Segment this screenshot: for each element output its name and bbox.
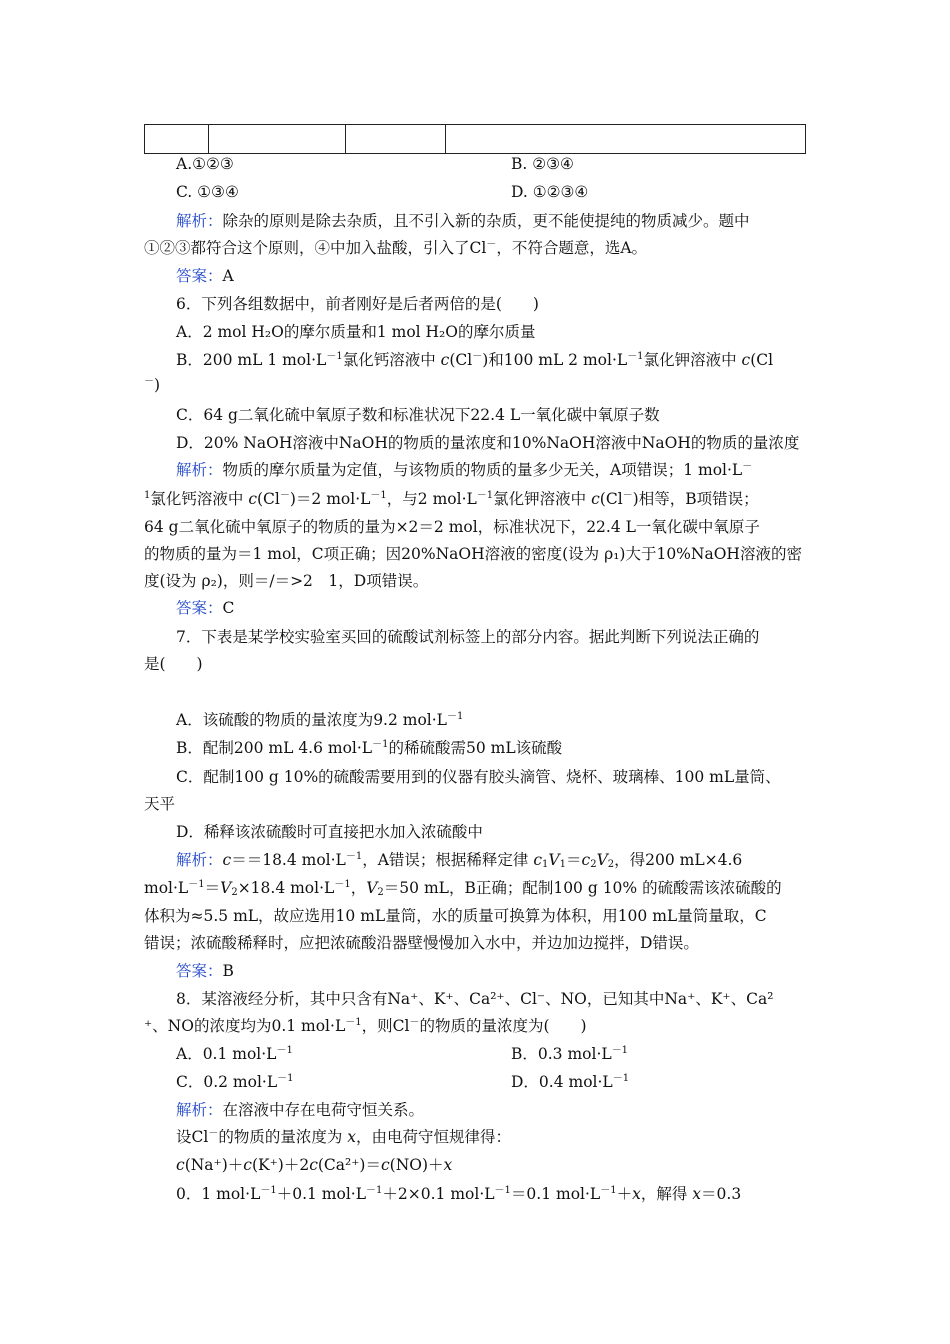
q7-stem-cont: 是( ) bbox=[144, 655, 203, 673]
q8-calculation: 0．1 $mol\cdot L^{-1}+0.1$ $mol\cdot L^{-1}+2\times 0.1$ $mol\cdot L^{-1}=0.1$ $mol\cdot L^{-1}+x$，解得 x＝0.3 bbox=[176, 1185, 742, 1203]
q5-answer-line bbox=[176, 266, 234, 286]
q7-analysis-line: 体积为≈5.5 mL，故应选用10 mL量筒，水的质量可换算为体积，用100 mL量筒量取，C bbox=[144, 907, 767, 925]
q7-analysis-line: 错误；浓硫酸稀释时，应把浓硫酸沿器壁慢慢加入水中，并边加边搅拌，D错误。 bbox=[144, 934, 699, 952]
q6-analysis-line: 的物质的量为＝1 mol，C项正确；因20%NaOH溶液的密度(设为 ρ₁)大于10%NaOH溶液的密 bbox=[144, 545, 802, 563]
q7-analysis-line: $mol\cdot L^{-1}=V_2\times 18.4$ $mol\cdot L^{-1}$，$V_2=50$ mL，B正确；配制100 g 10% 的硫酸需该浓硫酸的 bbox=[144, 879, 782, 898]
q7-option-d: D．稀释该浓硫酸时可直接把水加入浓硫酸中 bbox=[176, 823, 483, 841]
q5-analysis-line: 解析：除杂的原则是除去杂质，且不引入新的杂质，更不能使提纯的物质减少。题中 bbox=[176, 212, 750, 230]
answer-value: A bbox=[222, 267, 234, 285]
answer-label: 答案： bbox=[176, 267, 223, 285]
q8-option-c: C．0.2 $mol\cdot L^{-1}$ bbox=[176, 1073, 294, 1091]
q6-analysis-line: 64 g二氧化硫中氧原子的物质的量为×2＝2 mol，标准状况下，22.4 L一氧化碳中氧原子 bbox=[144, 518, 760, 536]
q6-analysis-line: $^1$氯化钙溶液中 c(Cl－)＝2 $mol\cdot L^{-1}$，与2 $mol\cdot L^{-1}$氯化钾溶液中 c(Cl－)相等，B项错误； bbox=[144, 490, 759, 508]
q8-stem-cont: ⁺、NO的浓度均为0.1 $mol\cdot L^{-1}$，则Cl－的物质的量浓度为( ) bbox=[144, 1017, 587, 1035]
q5-option-c: C. ①③④ bbox=[176, 183, 239, 201]
q6-analysis-line: 解析：物质的摩尔质量为定值，与该物质的物质的量多少无关，A项错误；1 mol·L－ bbox=[176, 461, 753, 479]
q7-analysis-line: 解析：c＝＝18.4 $mol\cdot L^{-1}$，A错误；根据稀释定律 $c_1V_1=c_2V_2$，得200 mL×4.6 bbox=[176, 851, 743, 870]
table-divider bbox=[208, 125, 209, 153]
q6-stem: 6．下列各组数据中，前者刚好是后者两倍的是( ) bbox=[176, 295, 539, 313]
analysis-label: 解析： bbox=[176, 212, 223, 230]
q7-stem: 7．下表是某学校实验室买回的硫酸试剂标签上的部分内容。据此判断下列说法正确的 bbox=[176, 628, 760, 646]
q8-option-a: A．0.1 $mol\cdot L^{-1}$ bbox=[176, 1045, 293, 1063]
q7-answer-line bbox=[176, 961, 234, 981]
q7-option-a: A．该硫酸的物质的量浓度为9.2 $mol\cdot L^{-1}$ bbox=[176, 711, 464, 729]
analysis-label: 解析： bbox=[176, 851, 223, 869]
q5-option-d: D. ①②③④ bbox=[511, 183, 589, 201]
answer-label: 答案： bbox=[176, 962, 223, 980]
q6-answer-line bbox=[176, 598, 234, 618]
q8-option-d: D．0.4 $mol\cdot L^{-1}$ bbox=[511, 1073, 630, 1091]
q5-analysis-line: ①②③都符合这个原则，④中加入盐酸，引入了Cl－，不符合题意，选A。 bbox=[144, 239, 648, 257]
q8-analysis-line: 设Cl－的物质的量浓度为 x，由电荷守恒规律得： bbox=[176, 1128, 512, 1146]
analysis-label: 解析： bbox=[176, 461, 223, 479]
q6-option-b-cont: －) bbox=[144, 376, 161, 394]
label-table-remnant bbox=[144, 124, 806, 154]
table-divider bbox=[445, 125, 446, 153]
q6-option-b: B．200 mL 1 $mol\cdot L^{-1}$氯化钙溶液中 c(Cl－)和100 mL 2 $mol\cdot L^{-1}$氯化钾溶液中 c(Cl bbox=[176, 351, 774, 369]
q8-equation: c(Na⁺)＋c(K⁺)＋2c(Ca²⁺)＝c(NO)＋x bbox=[176, 1156, 453, 1174]
q5-option-a: A.①②③ bbox=[176, 155, 234, 173]
q7-option-c-cont: 天平 bbox=[144, 795, 176, 813]
q6-option-a: A．2 mol H₂O的摩尔质量和1 mol H₂O的摩尔质量 bbox=[176, 323, 536, 341]
q8-option-b: B．0.3 $mol\cdot L^{-1}$ bbox=[511, 1045, 629, 1063]
q8-analysis-line: 解析：在溶液中存在电荷守恒关系。 bbox=[176, 1101, 425, 1119]
q6-option-d: D．20% NaOH溶液中NaOH的物质的量浓度和10%NaOH溶液中NaOH的物质的量浓度 bbox=[176, 434, 800, 452]
answer-label: 答案： bbox=[176, 599, 223, 617]
q7-option-c: C．配制100 g 10%的硫酸需要用到的仪器有胶头滴管、烧杯、玻璃棒、100 mL量筒、 bbox=[176, 768, 781, 786]
q7-option-b: B．配制200 mL 4.6 $mol\cdot L^{-1}$的稀硫酸需50 mL该硫酸 bbox=[176, 739, 563, 757]
q8-stem: 8．某溶液经分析，其中只含有Na⁺、K⁺、Ca²⁺、Cl⁻、NO，已知其中Na⁺、K⁺、Ca² bbox=[176, 990, 774, 1008]
analysis-label: 解析： bbox=[176, 1101, 223, 1119]
q6-option-c: C．64 g二氧化硫中氧原子数和标准状况下22.4 L一氧化碳中氧原子数 bbox=[176, 406, 660, 424]
table-divider bbox=[345, 125, 346, 153]
answer-value: B bbox=[222, 962, 234, 980]
q6-analysis-line: 度(设为 ρ₂)，则＝/＝>2 1，D项错误。 bbox=[144, 572, 429, 590]
q5-option-b: B. ②③④ bbox=[511, 155, 574, 173]
answer-value: C bbox=[222, 599, 235, 617]
